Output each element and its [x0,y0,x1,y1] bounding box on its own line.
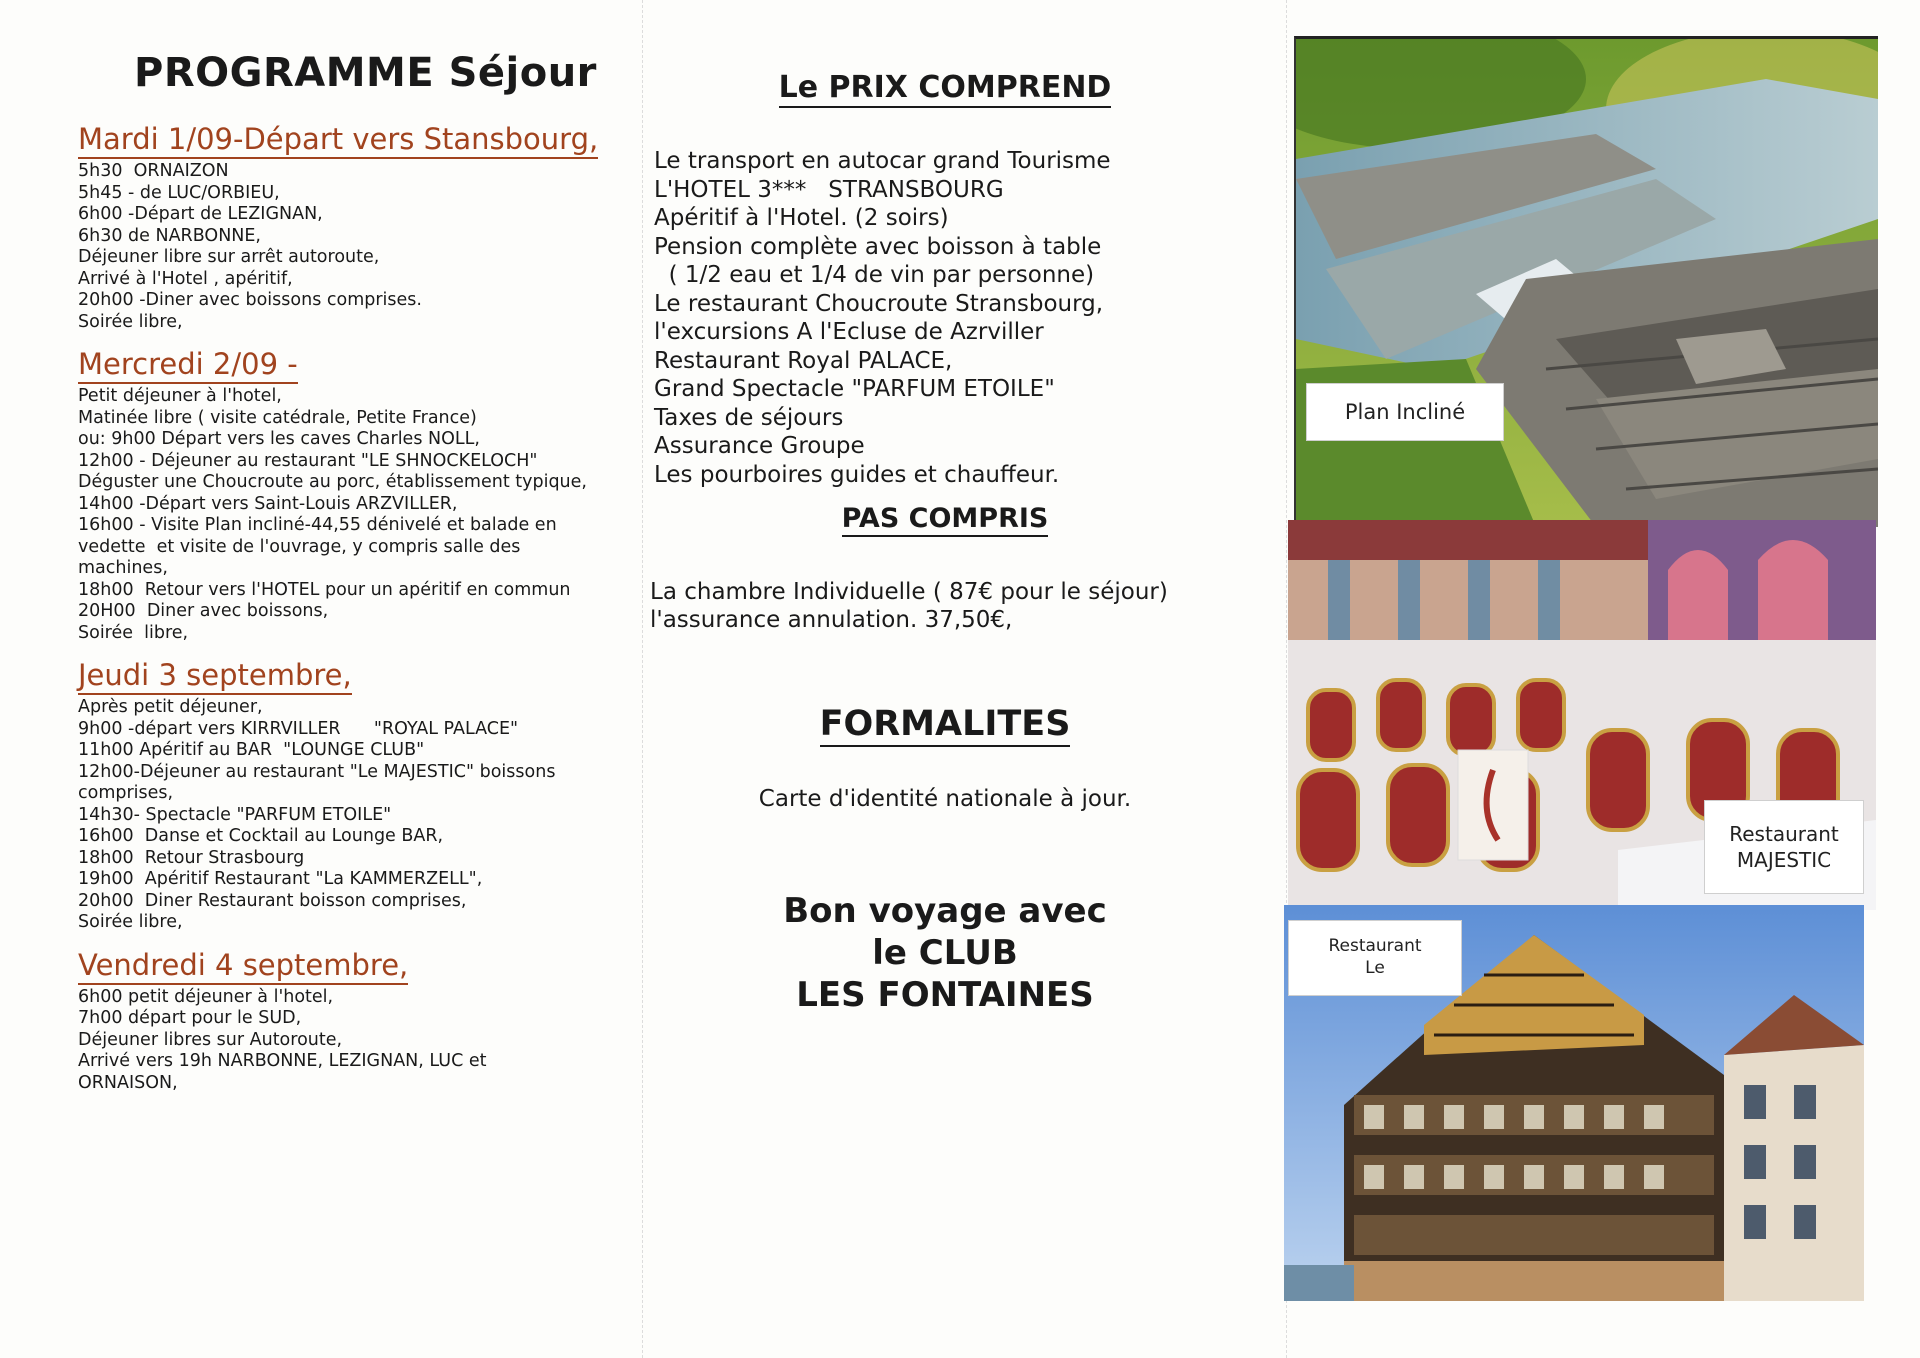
schedule-line: 16h00 - Visite Plan incliné-44,55 dénivelé et balade en [78,515,557,535]
day-schedule [72,987,632,1095]
day-title: Vendredi 4 septembre, [78,948,408,985]
schedule-line: 7h00 départ pour le SUD, [78,1008,302,1028]
schedule-line: 12h00-Déjeuner au restaurant "Le MAJESTIC" boissons [78,761,556,782]
included-item: Le restaurant Choucroute Stransbourg, [654,290,1104,317]
day-block [72,122,632,333]
included-item: ( 1/2 eau et 1/4 de vin par personne) [654,262,1095,288]
schedule-line: Soirée libre, [78,311,183,332]
included-item: Grand Spectacle "PARFUM ETOILE" [654,376,1055,402]
farewell-line: Bon voyage avec [783,891,1107,931]
plan-incline-caption: Plan Incliné [1306,383,1504,441]
schedule-line: Déjeuner libres sur Autoroute, [78,1029,343,1050]
schedule-line: 11h00 Apéritif au BAR "LOUNGE CLUB" [78,740,425,760]
schedule-line: Après petit déjeuner, [78,697,263,717]
included-item: Restaurant Royal PALACE, [654,347,953,374]
schedule-line: 6h00 petit déjeuner à l'hotel, [78,986,334,1007]
schedule-line: 12h00 - Déjeuner au restaurant "LE SHNOCKELOCH" [78,450,538,471]
excluded-item: l'assurance annulation. 37,50€, [650,607,1013,633]
plan-incline-photo [1294,36,1878,527]
included-item: Les pourboires guides et chauffeur. [654,461,1060,488]
schedule-line: comprises, [78,783,174,803]
included-item: L'HOTEL 3*** STRANSBOURG [654,176,1004,203]
farewell-message [640,890,1250,1016]
day-schedule [72,697,632,934]
day-schedule [72,161,632,333]
schedule-line: Arrivé à l'Hotel , apéritif, [78,268,293,289]
schedule-line: 16h00 Danse et Cocktail au Lounge BAR, [78,826,444,846]
schedule-line: vedette et visite de l'ouvrage, y compris salle des [78,536,521,557]
schedule-line: 18h00 Retour Strasbourg [78,847,305,868]
schedule-line: 6h00 -Départ de LEZIGNAN, [78,204,323,224]
price-includes-title: Le PRIX COMPREND [640,70,1250,105]
schedule-line: 18h00 Retour vers l'HOTEL pour un apéritif en commun [78,579,571,600]
schedule-line: Soirée libre, [78,622,189,643]
included-item: Le transport en autocar grand Tourisme [654,148,1111,174]
day-block [72,347,632,644]
day-title: Jeudi 3 septembre, [78,658,352,695]
included-item: Apéritif à l'Hotel. (2 soirs) [654,205,949,231]
caption-line: Restaurant [1729,822,1839,846]
schedule-line: 5h45 - de LUC/ORBIEU, [78,182,280,203]
majestic-caption [1704,800,1864,894]
schedule-line: 6h30 de NARBONNE, [78,225,261,246]
day-title: Mercredi 2/09 - [78,347,298,384]
schedule-line: 14h00 -Départ vers Saint-Louis ARZVILLER, [78,493,458,514]
schedule-line: 19h00 Apéritif Restaurant "La KAMMERZELL", [78,869,483,889]
caption-line: Restaurant [1328,936,1422,956]
farewell-line: le CLUB [872,933,1018,973]
day-block [72,658,632,934]
schedule-line: machines, [78,558,168,578]
not-included-title: PAS COMPRIS [640,503,1250,534]
schedule-line: ORNAISON, [78,1072,178,1093]
kammerzell-caption [1288,920,1462,996]
schedule-line: Soirée libre, [78,912,183,932]
schedule-line: 5h30 ORNAIZON [78,161,229,181]
schedule-line: Petit déjeuner à l'hotel, [78,386,282,406]
included-item: Assurance Groupe [654,433,865,459]
schedule-line: 14h30- Spectacle "PARFUM ETOILE" [78,804,392,825]
day-title: Mardi 1/09-Départ vers Stansbourg, [78,122,598,159]
excluded-item: La chambre Individuelle ( 87€ pour le séjour) [650,579,1168,605]
included-item: Pension complète avec boisson à table [654,233,1102,260]
schedule-line: Déjeuner libre sur arrêt autoroute, [78,247,380,267]
schedule-line: 9h00 -départ vers KIRRVILLER "ROYAL PALACE" [78,718,519,739]
schedule-line: 20h00 -Diner avec boissons comprises. [78,290,422,310]
day-block [72,948,632,1095]
included-item: l'excursions A l'Ecluse de Azrviller [654,319,1044,345]
included-item: Taxes de séjours [654,404,844,431]
day-schedule [72,386,632,644]
caption-line: Le [1365,958,1385,978]
schedule-line: ou: 9h00 Départ vers les caves Charles NOLL, [78,429,480,449]
price-includes-list [654,147,1250,489]
schedule-line: Déguster une Choucroute au porc, établissement typique, [78,472,587,492]
programme-title: PROGRAMME Séjour [134,50,597,96]
not-included-list [650,578,1250,634]
schedule-line: 20H00 Diner avec boissons, [78,601,329,621]
formalities-text: Carte d'identité nationale à jour. [758,786,1132,812]
farewell-line: LES FONTAINES [796,975,1094,1015]
programme-column [72,50,632,1108]
schedule-line: Arrivé vers 19h NARBONNE, LEZIGNAN, LUC et [78,1051,487,1071]
price-column [640,70,1250,1016]
schedule-line: 20h00 Diner Restaurant boisson comprises, [78,890,467,911]
schedule-line: Matinée libre ( visite catédrale, Petite France) [78,407,477,428]
formalities-title: FORMALITES [640,704,1250,744]
caption-line: MAJESTIC [1736,848,1832,872]
